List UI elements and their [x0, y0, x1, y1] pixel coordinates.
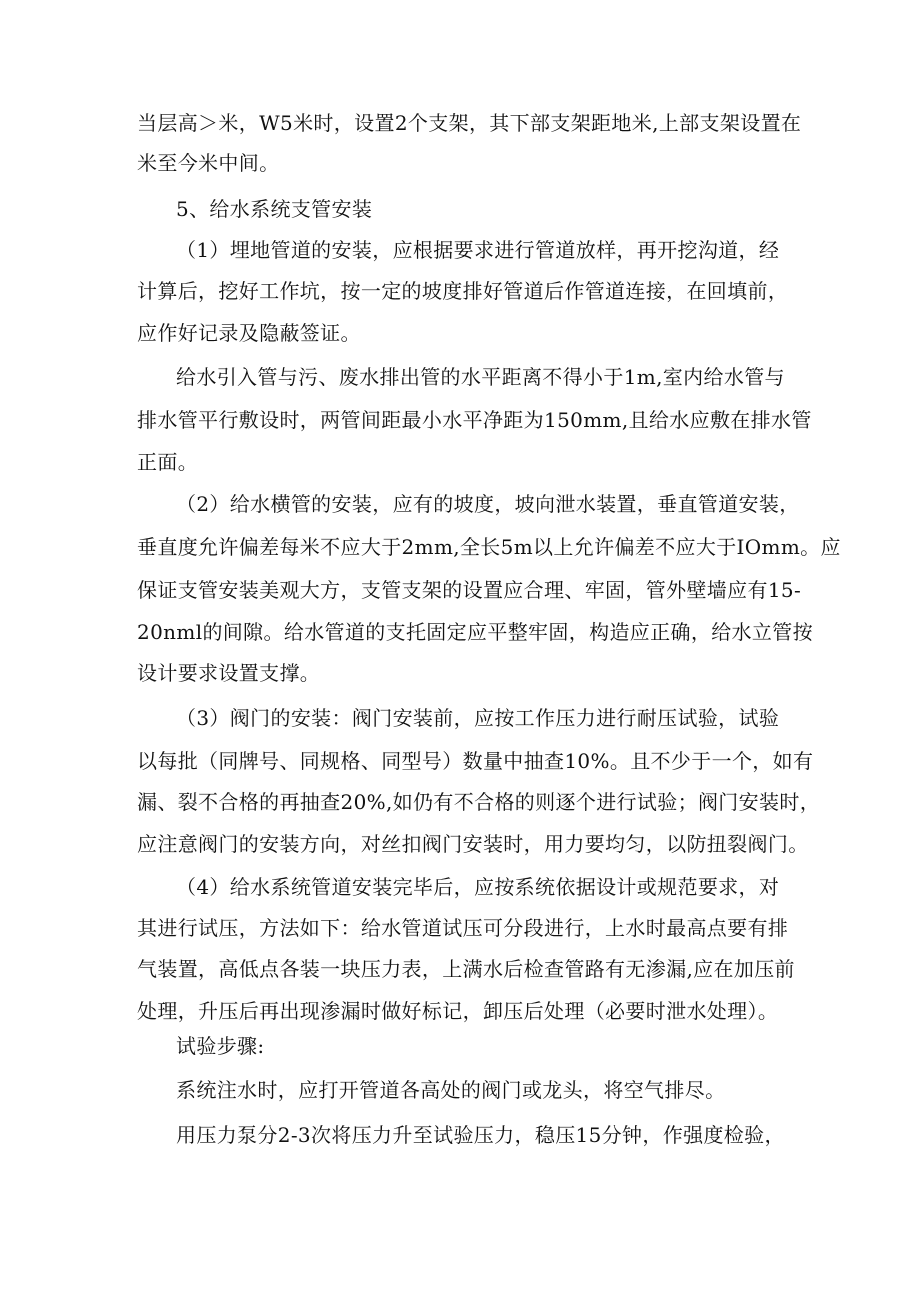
- text-line: 系统注水时，应打开管道各高处的阀门或龙头，将空气排尽。: [176, 1078, 726, 1102]
- text-line: 垂直度允许偏差每米不应大于2mm,全长5m以上允许偏差不应大于IOmm。应: [137, 535, 841, 559]
- text-line: （1）埋地管道的安装，应根据要求进行管道放样，再开挖沟道，经: [176, 238, 780, 262]
- text-line: 漏、裂不合格的再抽查20%,如仍有不合格的则逐个进行试验；阀门安装时，: [137, 790, 821, 814]
- text-line: 20nml的间隙。给水管道的支托固定应平整牢固，构造应正确，给水立管按: [137, 620, 813, 644]
- text-line: 计算后，挖好工作坑，按一定的坡度排好管道后作管道连接，在回填前，: [137, 279, 789, 303]
- text-line: 气装置，高低点各装一块压力表，上满水后检查管路有无渗漏,应在加压前: [137, 957, 795, 981]
- text-line: （4）给水系统管道安装完毕后，应按系统依据设计或规范要求，对: [176, 875, 780, 899]
- text-line: 试验步骤:: [176, 1034, 265, 1058]
- text-line: 正面。: [137, 450, 199, 474]
- text-line: 排水管平行敷设时，两管间距最小水平净距为150mm,且给水应敷在排水管: [137, 408, 812, 432]
- text-line: 应注意阀门的安装方向，对丝扣阀门安装时，用力要均匀，以防扭裂阀门。: [137, 832, 809, 856]
- text-line: 用压力泵分2-3次将压力升至试验压力，稳压15分钟，作强度检验，: [176, 1123, 785, 1147]
- text-line: 设计要求设置支撑。: [137, 661, 321, 685]
- section-heading: 5、给水系统支管安装: [176, 197, 373, 221]
- text-line: （3）阀门的安装：阀门安装前，应按工作压力进行耐压试验，试验: [176, 706, 780, 730]
- text-line: 处理，升压后再出现渗漏时做好标记，卸压后处理（必要时泄水处理）。: [137, 999, 779, 1023]
- text-line: 保证支管安装美观大方，支管支架的设置应合理、牢固，管外壁墙应有15-: [137, 578, 802, 602]
- text-line: 给水引入管与污、废水排出管的水平距离不得小于1m,室内给水管与: [176, 365, 785, 389]
- text-line: 米至今米中间。: [137, 151, 280, 175]
- text-line: （2）给水横管的安装，应有的坡度，坡向泄水装置，垂直管道安装，: [176, 492, 800, 516]
- text-line: 当层高＞米，W5米时，设置2个支架，其下部支架距地米,上部支架设置在: [137, 111, 802, 135]
- text-line: 以每批（同牌号、同规格、同型号）数量中抽查10%。且不少于一个，如有: [137, 749, 814, 773]
- text-line: 应作好记录及隐蔽签证。: [137, 321, 361, 345]
- text-line: 其进行试压，方法如下：给水管道试压可分段进行，上水时最高点要有排: [137, 916, 789, 940]
